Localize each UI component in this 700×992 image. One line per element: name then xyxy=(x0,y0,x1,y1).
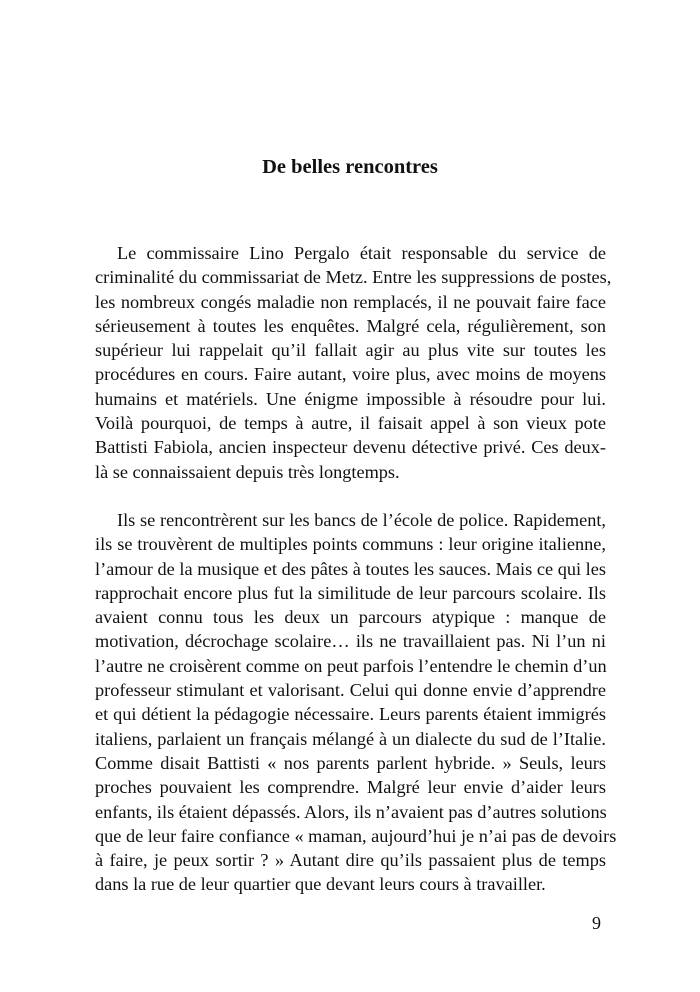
text-line: professeur stimulant et valorisant. Celui qui donne envie d’apprendre xyxy=(95,680,606,701)
text-line: supérieur lui rappelait qu’il fallait agir au plus vite sur toutes les xyxy=(95,340,606,361)
text-line: l’amour de la musique et des pâtes à toutes les sauces. Mais ce qui les xyxy=(95,558,606,579)
text-line: enfants, ils étaient dépassés. Alors, ils n’avaient pas d’autres solutions xyxy=(95,801,607,822)
text-line: humains et matériels. Une énigme impossible à résoudre pour lui. xyxy=(95,388,606,409)
text-line: ils se trouvèrent de multiples points communs : leur origine italienne, xyxy=(95,534,606,555)
text-line: Voilà pourquoi, de temps à autre, il faisait appel à son vieux pote xyxy=(95,413,606,434)
text-line: italiens, parlaient un français mélangé à un dialecte du sud de l’Italie. xyxy=(95,728,606,749)
text-line: à faire, je peux sortir ? » Autant dire qu’ils passaient plus de temps xyxy=(95,850,606,871)
text-line: sérieusement à toutes les enquêtes. Malgré cela, régulièrement, son xyxy=(95,315,606,336)
paragraph-1 xyxy=(95,241,612,484)
text-line: proches pouvaient les comprendre. Malgré leur envie d’aider leurs xyxy=(95,777,606,798)
text-line: Ils se rencontrèrent sur les bancs de l’école de police. Rapidement, xyxy=(117,510,606,530)
text-line: que de leur faire confiance « maman, aujourd’hui je n’ai pas de devoirs xyxy=(95,825,617,846)
page-number: 9 xyxy=(592,913,601,933)
text-line: l’autre ne croisèrent comme on peut parfois l’entendre le chemin d’un xyxy=(95,655,607,676)
text-line: motivation, décrochage scolaire… ils ne travaillaient pas. Ni l’un ni xyxy=(95,631,606,652)
text-line: et qui détient la pédagogie nécessaire. Leurs parents étaient immigrés xyxy=(95,704,606,725)
text-line: Comme disait Battisti « nos parents parlent hybride. » Seuls, leurs xyxy=(95,752,606,773)
text-line: dans la rue de leur quartier que devant leurs cours à travailler. xyxy=(95,874,546,895)
text-line: procédures en cours. Faire autant, voire plus, avec moins de moyens xyxy=(95,364,606,385)
text-line: rapprochait encore plus fut la similitude de leur parcours scolaire. Ils xyxy=(95,582,606,603)
text-line: les nombreux congés maladie non remplacés, il ne pouvait faire face xyxy=(95,291,606,312)
text-line: criminalité du commissariat de Metz. Entre les suppressions de postes, xyxy=(95,267,612,288)
text-line: avaient connu tous les deux un parcours atypique : manque de xyxy=(95,607,606,628)
text-line: là se connaissaient depuis très longtemps. xyxy=(95,461,400,482)
text-line: Battisti Fabiola, ancien inspecteur devenu détective privé. Ces deux- xyxy=(95,437,606,458)
paragraph-2 xyxy=(95,508,617,897)
chapter-title: De belles rencontres xyxy=(262,156,438,178)
text-line: Le commissaire Lino Pergalo était responsable du service de xyxy=(117,243,606,263)
